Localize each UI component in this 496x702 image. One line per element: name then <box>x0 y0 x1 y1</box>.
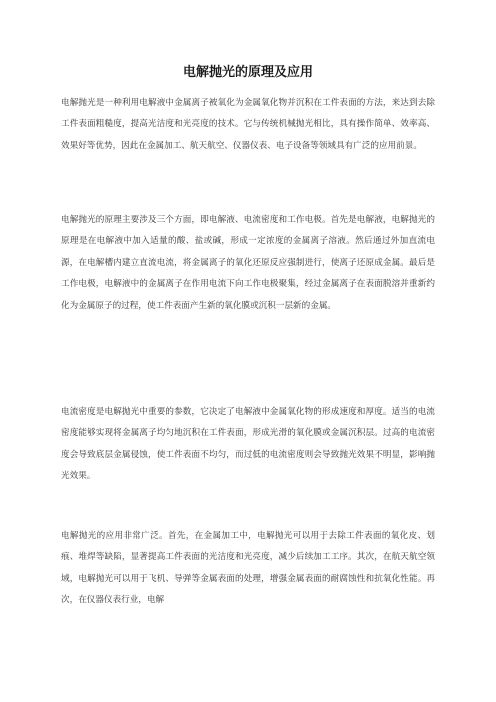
paragraph-intro: 电解抛光是一种利用电解液中金属离子被氧化为金属氧化物并沉积在工件表面的方法，来达到去除工件表面粗糙度，提高光洁度和光亮度的技术。它与传统机械抛光相比，具有操作简单、效率高、效果好等优势，因此在金属加工、航天航空、仪器仪表、电子设备等领域具有广泛的应用前景。 <box>61 98 435 151</box>
paragraph-principle: 电解抛光的原理主要涉及三个方面，即电解液、电流密度和工作电极。首先是电解液，电解抛光的原理是在电解液中加入适量的酸、盐或碱，形成一定浓度的金属离子溶液。然后通过外加直流电源，在电解槽内建立直流电流，将金属离子的氧化还原反应强制进行，使离子还原成金属。最后是工作电极，电解液中的金属离子在作用电流下向工作电极聚集，经过金属离子在表面脱溶并重新约化为金属原子的过程，使工件表面产生新的氧化膜或沉积一层新的金属。 <box>61 215 435 311</box>
paragraph-applications: 电解抛光的应用非常广泛。首先，在金属加工中，电解抛光可以用于去除工件表面的氧化皮、划痕、堆焊等缺陷，显著提高工件表面的光洁度和光亮度，减少后续加工工序。其次，在航天航空领域，电解抛光可以用于飞机、导弹等金属表面的处理，增强金属表面的耐腐蚀性和抗氧化性能。再次，在仪器仪表行业，电解 <box>61 531 435 606</box>
paragraph-current-density: 电流密度是电解抛光中重要的参数，它决定了电解液中金属氧化物的形成速度和厚度。适当的电流密度能够实现将金属离子均匀地沉积在工件表面，形成光滑的氧化膜或金属沉积层。过高的电流密度会导致底层金属侵蚀，使工件表面不均匀，而过低的电流密度则会导致抛光效果不明显，影响抛光效果。 <box>61 407 435 482</box>
document-title: 电解抛光的原理及应用 <box>182 65 313 80</box>
